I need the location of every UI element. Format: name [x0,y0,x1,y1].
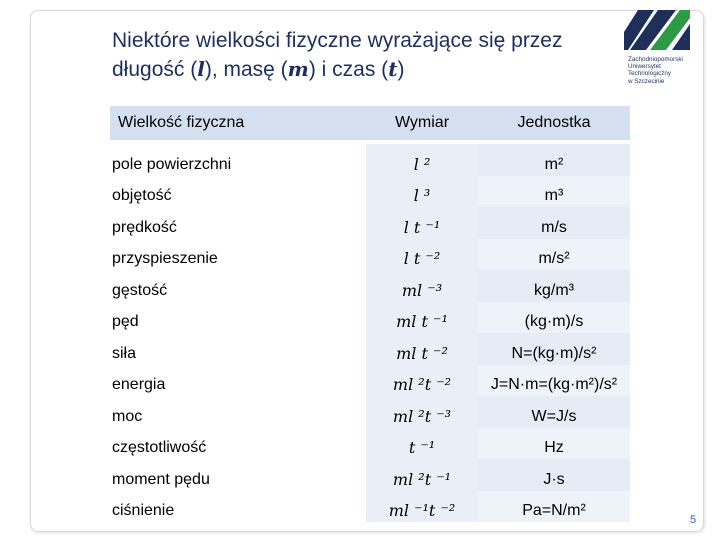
unit-value: m³ [478,176,630,208]
dimension-formula: t ⁻¹ [366,428,478,460]
dimension-formula: l ² [366,142,478,176]
slide-title: Niektóre wielkości fizyczne wyrażające się przez długość (l), masę (m) i czas (t) [112,29,563,81]
unit-value: m/s [478,207,630,239]
dimension-formula: l t ⁻¹ [366,207,478,239]
unit-value: Pa=N/m² [478,491,630,523]
dimension-formula: ml t ⁻² [366,333,478,365]
quantity-name: moc [110,396,366,428]
header-quantity: Wielkość fizyczna [110,106,366,142]
logo-line: Uniwersytet [628,63,661,71]
unit-value: m/s² [478,239,630,271]
logo-line: Zachodniopomorski [628,56,683,63]
dimension-formula: ml ²t ⁻² [366,365,478,397]
unit-value: N=(kg·m)/s² [478,333,630,365]
quantity-name: ciśnienie [110,491,366,523]
table-row [110,176,630,208]
dimension-formula: ml ⁻³ [366,270,478,302]
unit-value: W=J/s [478,396,630,428]
header-dimension: Wymiar [366,106,478,142]
table-header-row [110,106,630,142]
symbol-mass: m [287,57,309,81]
table-row [110,365,630,397]
dimension-formula: ml ²t ⁻¹ [366,459,478,491]
table-row [110,491,630,523]
logo-text [628,56,698,85]
table-row [110,142,630,176]
quantity-name: energia [110,365,366,397]
zut-logo-icon [624,10,694,56]
page-number: 5 [690,514,697,526]
table-row [110,333,630,365]
dimension-formula: ml t ⁻¹ [366,302,478,334]
dimension-formula: ml ²t ⁻³ [366,396,478,428]
symbol-time: t [388,57,398,81]
quantity-name: częstotliwość [110,428,366,460]
dimension-formula: l ³ [366,176,478,208]
quantity-name: gęstość [110,270,366,302]
dimension-formula: ml ⁻¹t ⁻² [366,491,478,523]
quantity-name: przyspieszenie [110,239,366,271]
logo-line: w Szczecinie [628,77,665,85]
quantity-name: moment pędu [110,459,366,491]
unit-value: m² [478,142,630,176]
unit-value: J·s [478,459,630,491]
table-row [110,459,630,491]
unit-value: (kg·m)/s [478,302,630,334]
quantity-name: siła [110,333,366,365]
table-row [110,239,630,271]
unit-value: kg/m³ [478,270,630,302]
unit-value: J=N·m=(kg·m²)/s² [478,365,630,397]
symbol-length: l [197,57,205,81]
university-logo [624,10,696,96]
physical-quantities-table [110,106,630,522]
quantity-name: objętość [110,176,366,208]
table-row [110,396,630,428]
quantity-name: pole powierzchni [110,142,366,176]
dimension-formula: l t ⁻² [366,239,478,271]
table-row [110,302,630,334]
table-row [110,270,630,302]
table-row [110,428,630,460]
table-row [110,207,630,239]
logo-line: Technologiczny [628,70,672,78]
unit-value: Hz [478,428,630,460]
quantity-name: prędkość [110,207,366,239]
quantity-name: pęd [110,302,366,334]
header-unit: Jednostka [478,106,630,142]
